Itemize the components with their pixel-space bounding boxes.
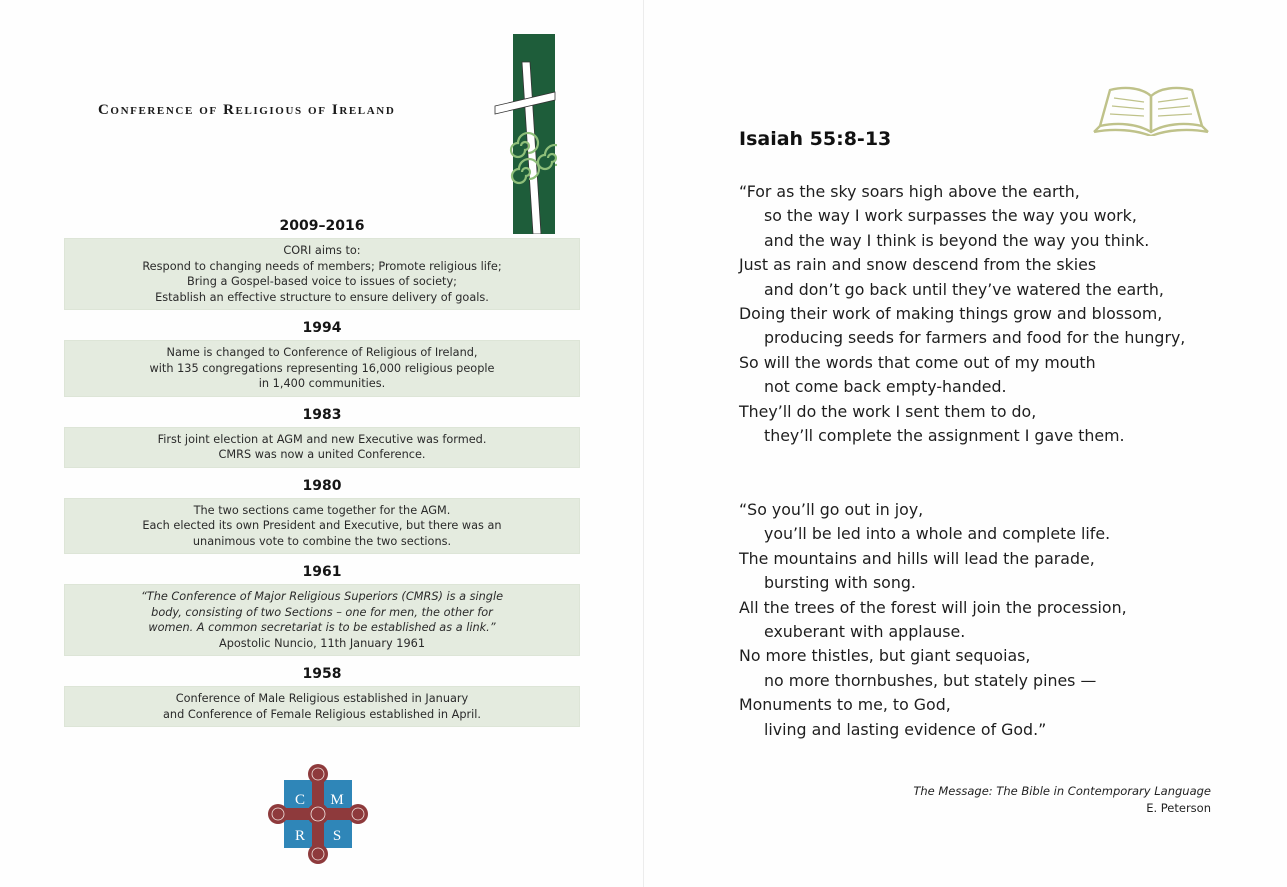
timeline-year: 1961 [302,564,342,580]
timeline-year: 2009–2016 [279,218,365,234]
timeline-line: CMRS was now a united Conference. [218,448,426,461]
timeline-line: Bring a Gospel-based voice to issues of society; [187,275,457,288]
poem-line: bursting with song. [764,573,916,593]
timeline-entry-1958 [64,664,580,727]
attribution [913,783,1211,817]
poem-line: Monuments to me, to God, [739,695,951,715]
poem-line: producing seeds for farmers and food for the hungry, [764,328,1186,348]
stanza-1 [739,180,1259,448]
timeline-entry-1980 [64,476,580,555]
timeline-line: The two sections came together for the AGM. [193,503,451,517]
poem-line: exuberant with applause. [764,622,966,642]
cross-banner-icon [493,34,557,234]
timeline-year: 1983 [302,406,342,423]
timeline-description [64,498,580,555]
timeline-line: and Conference of Female Religious established in April. [162,707,482,721]
open-book-icon [1090,82,1212,136]
poem-line: and the way I think is beyond the way you think. [764,230,1150,250]
poem-line: not come back empty-handed. [764,377,1007,397]
poem-line: living and lasting evidence of God.” [764,719,1047,739]
timeline-quote-line: “The Conference of Major Religious Superiors (CMRS) is a single [140,590,504,603]
timeline-line: Respond to changing needs of members; Promote religious life; [142,259,502,273]
left-page [0,0,643,887]
organization-title: Conference of Religious of Ireland [98,102,396,118]
right-page [643,0,1287,887]
timeline [64,216,580,735]
timeline-line: Conference of Male Religious established in January [175,692,469,705]
poem-line: They’ll do the work I sent them to do, [739,401,1037,421]
timeline-description [64,340,580,397]
timeline-description [64,427,580,468]
timeline-line: Name is changed to Conference of Religious of Ireland, [166,346,478,359]
logo-letter-r: R [294,828,306,844]
timeline-year: 1994 [302,320,342,336]
timeline-quote-line: women. A common secretariat is to be established as a link.” [148,621,496,634]
poem-line: no more thornbushes, but stately pines — [764,670,1097,690]
poem-line: All the trees of the forest will join the procession, [739,597,1127,617]
timeline-line: unanimous vote to combine the two sections. [192,534,452,548]
poem-line: “So you’ll go out in joy, [739,500,924,519]
timeline-entry-1994 [64,318,580,397]
timeline-line: First joint election at AGM and new Executive was formed. [157,432,487,446]
timeline-year: 1958 [302,666,342,682]
timeline-line: in 1,400 communities. [258,377,386,390]
timeline-description [64,584,580,656]
timeline-year: 1980 [302,477,342,494]
logo-letter-c: C [294,792,306,808]
timeline-entry-2009-2016 [64,216,580,310]
timeline-line: Establish an effective structure to ensure delivery of goals. [155,290,489,304]
poem-line: So will the words that come out of my mouth [739,352,1096,372]
stanza-2 [739,498,1259,742]
poem-line: you’ll be led into a whole and complete life. [764,524,1111,544]
poem-line: so the way I work surpasses the way you work, [764,206,1137,226]
poem-line: The mountains and hills will lead the parade, [739,548,1095,568]
timeline-entry-1961 [64,562,580,656]
poem-line: “For as the sky soars high above the earth, [739,182,1080,201]
attribution-author: E. Peterson [1146,801,1211,815]
timeline-line: Apostolic Nuncio, 11th January 1961 [218,636,426,650]
timeline-line: CORI aims to: [283,244,361,257]
scripture-title: Isaiah 55:8-13 [739,128,892,150]
poem-line: Doing their work of making things grow and blossom, [739,304,1163,324]
timeline-line: with 135 congregations representing 16,000 religious people [149,361,495,375]
logo-letter-s: S [332,828,342,844]
timeline-description [64,686,580,727]
poem-line: and don’t go back until they’ve watered the earth, [764,279,1164,299]
timeline-line: Each elected its own President and Executive, but there was an [142,519,502,532]
timeline-quote-line: body, consisting of two Sections – one for men, the other for [151,605,493,619]
timeline-description [64,238,580,310]
poem-line: they’ll complete the assignment I gave them. [764,426,1125,446]
logo-letter-m: M [330,792,344,808]
poem-line: Just as rain and snow descend from the skies [739,255,1097,275]
poem-line: No more thistles, but giant sequoias, [739,646,1031,666]
timeline-entry-1983 [64,405,580,468]
attribution-source: The Message: The Bible in Contemporary Language [913,784,1211,798]
cmrs-logo [266,762,370,866]
